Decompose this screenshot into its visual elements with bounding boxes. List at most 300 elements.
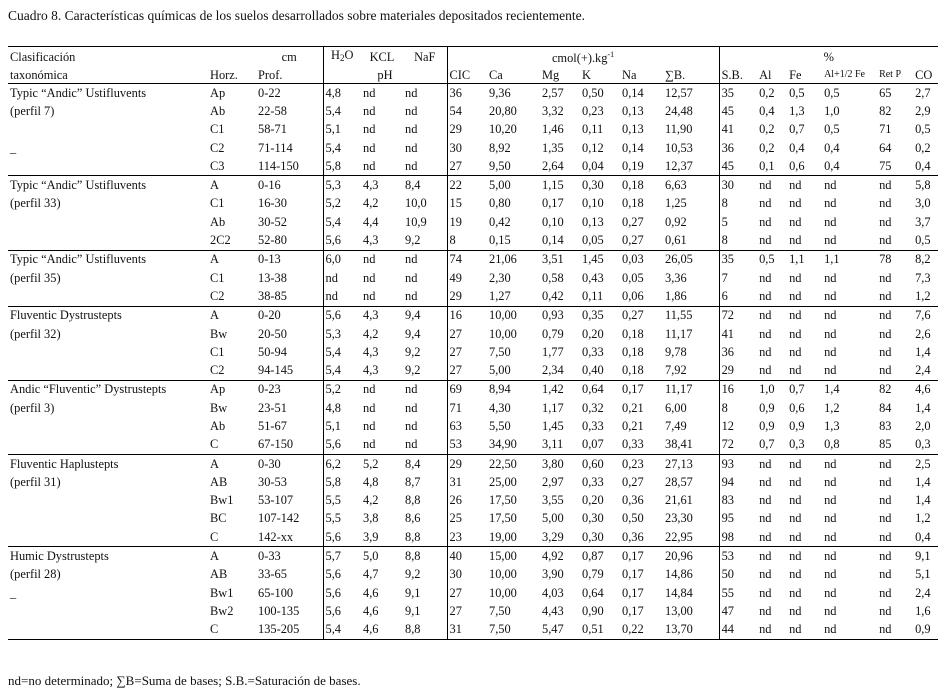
cell-sb: 35 [719,84,757,103]
table-row [8,343,938,361]
cell-k: 0,07 [582,437,604,452]
cell-k: 0,35 [580,306,620,325]
cell-mg: 3,51 [540,250,580,269]
cell-k: 0,10 [582,196,604,211]
header-al-half-fe: Al+1/2 Fe [822,66,877,84]
cell-co: 0,5 [915,233,931,248]
cell-ph-kcl: 4,2 [363,326,379,341]
cell-co: 1,4 [915,344,931,359]
cell-depth: 0-22 [258,85,281,100]
cell-cic: 25 [447,510,487,528]
cell-cic: 27 [447,325,487,343]
table-row [8,325,938,343]
cell-mg: 3,11 [542,437,564,452]
cell-al: 0,9 [759,400,775,415]
cell-co: 4,6 [913,380,938,399]
cell-ph-kcl: nd [363,140,376,155]
table-row [8,380,938,399]
cell-ca: 22,50 [487,454,540,473]
cell-na: 0,05 [622,270,644,285]
cell-depth: 23-51 [258,400,287,415]
cell-ret-p: nd [879,529,892,544]
cell-depth: 107-142 [258,511,300,526]
cell-co: 2,0 [915,418,931,433]
cell-mg: 3,29 [542,529,564,544]
cell-co: 2,6 [915,326,931,341]
cell-cic: 30 [447,139,487,157]
cell-sb: 8 [719,231,757,250]
cell-depth: 71-114 [258,140,293,155]
cell-fe: nd [787,454,822,473]
cell-al-half-fe: nd [822,176,877,195]
cell-co: 9,1 [913,547,938,566]
cell-mg: 3,32 [542,103,564,118]
cell-ph-h2o: 5,5 [323,492,361,510]
cell-cic: 54 [447,102,487,120]
cell-ph-kcl: nd [363,418,376,433]
profile-number: (perfil 31) [10,474,61,489]
cell-al-half-fe: 0,4 [824,158,840,173]
cell-ph-h2o: 5,8 [323,157,361,176]
profile-mark: _ [10,140,17,155]
cell-ph-h2o: 5,4 [323,213,361,231]
cell-ret-p: 85 [879,437,892,452]
cell-al-half-fe: 0,4 [824,140,840,155]
cell-al-half-fe: nd [824,288,837,303]
cell-ca: 7,50 [487,621,540,640]
cell-mg: 0,79 [542,326,564,341]
cell-sum-bases: 27,13 [663,454,719,473]
cell-sb: 45 [719,102,757,120]
cell-al: nd [757,176,787,195]
cell-horizon: C3 [210,158,225,173]
table-row [8,361,938,380]
cell-al: nd [757,547,787,566]
cell-ret-p: nd [879,344,892,359]
cell-cic: 53 [447,436,487,455]
cell-ph-h2o: 5,2 [323,195,361,213]
table-row [8,84,938,103]
cell-na: 0,50 [622,511,644,526]
cell-ca: 10,00 [487,306,540,325]
cell-al: nd [757,621,787,640]
table-row [8,213,938,231]
cell-ph-h2o: 5,8 [323,473,361,491]
cell-al-half-fe: 1,4 [822,380,877,399]
cell-sb: 12 [719,417,757,435]
cell-ret-p: nd [877,306,913,325]
cell-mg: 3,55 [542,493,564,508]
cell-sum-bases: 6,00 [665,400,687,415]
cell-cic: 29 [447,121,487,139]
cell-k: 0,51 [580,621,620,640]
cell-na: 0,19 [622,158,644,173]
cell-ca: 17,50 [489,511,517,526]
cell-ca: 5,00 [489,363,511,378]
cell-cic: 71 [447,399,487,417]
cell-ca: 34,90 [489,437,517,452]
cell-co: 2,9 [915,103,931,118]
cell-ph-naf: 9,2 [405,233,421,248]
cell-sum-bases: 23,30 [665,511,693,526]
profile-name: Typic “Andic” Ustifluvents [8,176,208,195]
cell-na: 0,33 [622,437,644,452]
cell-sb: 94 [719,473,757,491]
cell-ph-naf: nd [405,400,418,415]
cell-ph-h2o: 5,5 [323,510,361,528]
cell-mg: 4,03 [542,585,564,600]
cell-co: 2,5 [913,454,938,473]
cell-depth: 0-13 [256,250,323,269]
cell-fe: 1,3 [789,103,805,118]
cell-co: 2,4 [915,585,931,600]
cell-sum-bases: 7,92 [665,363,687,378]
header-fe: Fe [787,66,822,84]
cell-sum-bases: 6,63 [663,176,719,195]
cell-sb: 83 [719,492,757,510]
cell-sum-bases: 11,90 [665,122,693,137]
cell-k: 0,87 [580,547,620,566]
cell-sb: 35 [719,250,757,269]
cell-ph-kcl: 4,6 [363,603,379,618]
cell-al: 0,2 [759,85,775,100]
cell-horizon: A [208,306,256,325]
cell-mg: 2,97 [542,474,564,489]
cell-sb: 93 [719,454,757,473]
cell-sb: 72 [719,306,757,325]
cell-al: 0,7 [759,437,775,452]
cell-mg: 3,80 [540,454,580,473]
cell-fe: 0,3 [789,437,805,452]
cell-ph-naf: 8,4 [403,454,447,473]
cell-horizon: C1 [210,344,225,359]
cell-ret-p: nd [879,233,892,248]
cell-fe: nd [789,363,802,378]
cell-al-half-fe: 1,3 [824,418,840,433]
cell-ret-p: nd [879,567,892,582]
cell-fe: nd [789,603,802,618]
profile-name: Typic “Andic” Ustifluvents [10,85,147,100]
table-row [8,306,938,325]
cell-k: 0,33 [582,418,604,433]
cell-na: 0,13 [622,103,644,118]
cell-sum-bases: 28,57 [665,474,693,489]
cell-ph-naf: 9,1 [405,603,421,618]
cell-sum-bases: 24,48 [665,103,693,118]
cell-fe: nd [789,585,802,600]
cell-al: nd [759,529,772,544]
cell-sb: 36 [719,343,757,361]
cell-sb: 8 [719,195,757,213]
header-ph: pH [323,66,447,84]
profile-number: (perfil 28) [10,567,61,582]
cell-mg: 1,15 [540,176,580,195]
cell-sum-bases: 21,61 [665,493,693,508]
cell-k: 0,11 [582,288,604,303]
profile-blank [8,528,208,547]
cell-ph-naf: 8,6 [405,511,421,526]
cell-ph-kcl: 4,3 [361,176,403,195]
cell-ph-kcl: 4,8 [363,474,379,489]
cell-ret-p: nd [879,603,892,618]
cell-sum-bases: 9,78 [665,344,687,359]
header-ca: Ca [487,66,540,84]
cell-na: 0,18 [622,344,644,359]
cell-ph-naf: 8,4 [403,176,447,195]
cell-ph-kcl: 4,2 [363,493,379,508]
cell-depth: 0-23 [256,380,323,399]
cell-na: 0,17 [622,585,644,600]
cell-cic: 8 [447,231,487,250]
cell-depth: 0-33 [256,547,323,566]
cell-ph-h2o: nd [323,269,361,287]
table-row [8,269,938,287]
cell-fe: nd [789,474,802,489]
cell-al: nd [759,233,772,248]
profile-blank [8,436,208,455]
cell-al-half-fe: nd [824,511,837,526]
cell-na: 0,21 [622,418,644,433]
cell-ph-kcl: 3,9 [363,529,379,544]
cell-sb: 29 [719,361,757,380]
cell-na: 0,22 [620,621,663,640]
cell-cic: 19 [447,213,487,231]
cell-na: 0,13 [622,122,644,137]
cell-ret-p: 82 [877,380,913,399]
profile-blank [8,621,208,640]
cell-ret-p: nd [877,454,913,473]
cell-depth: 65-100 [258,585,294,600]
cell-ca: 17,50 [489,493,517,508]
cell-al-half-fe: 1,0 [824,103,840,118]
table-row [8,231,938,250]
cell-al-half-fe: nd [824,326,837,341]
profile-blank [8,231,208,250]
cell-depth: 58-71 [258,122,287,137]
cell-k: 0,20 [582,493,604,508]
cell-sb: 30 [719,176,757,195]
cell-ph-naf: 9,4 [405,326,421,341]
cell-ph-naf: 8,8 [405,493,421,508]
cell-co: 7,6 [913,306,938,325]
cell-co: 0,4 [915,158,931,173]
cell-ret-p: nd [879,288,892,303]
cell-depth: 38-85 [258,288,287,303]
header-cm: cm [256,47,323,67]
cell-co: 0,4 [915,529,931,544]
cell-sum-bases: 38,41 [665,437,693,452]
cell-depth: 100-135 [258,603,300,618]
cell-ca: 4,30 [489,400,511,415]
cell-ph-kcl: 4,7 [363,567,379,582]
cell-sb: 47 [719,602,757,620]
cell-cic: 26 [447,492,487,510]
cell-k: 0,64 [580,380,620,399]
cell-horizon: A [208,547,256,566]
cell-ph-h2o: 5,4 [323,621,361,640]
cell-na: 0,17 [620,547,663,566]
cell-sum-bases: 14,86 [665,567,693,582]
header-al: Al [757,66,787,84]
header-co: CO [913,66,938,84]
cell-al-half-fe: nd [824,603,837,618]
profile-blank [8,361,208,380]
cell-ca: 21,06 [487,250,540,269]
cell-co: 0,5 [915,122,931,137]
cell-ph-h2o: 5,6 [323,584,361,602]
cell-ca: 25,00 [489,474,517,489]
cell-ph-h2o: 5,6 [323,306,361,325]
cell-cic: 69 [447,380,487,399]
cell-ca: 10,20 [489,122,517,137]
cell-co: 7,3 [915,270,931,285]
cell-horizon: C2 [210,288,225,303]
cell-ca: 19,00 [489,529,517,544]
cell-sum-bases: 10,53 [665,140,693,155]
cell-co: 5,8 [913,176,938,195]
cell-mg: 4,92 [540,547,580,566]
cell-al-half-fe: nd [824,363,837,378]
cell-horizon: Ab [210,214,226,229]
cell-al: nd [759,326,772,341]
cell-al: 0,5 [757,250,787,269]
cell-horizon: AB [210,567,228,582]
header-k: K [580,66,620,84]
cell-al-half-fe: nd [822,547,877,566]
cell-sb: 50 [719,566,757,584]
cell-na: 0,17 [620,380,663,399]
cell-sb: 41 [719,121,757,139]
cell-horizon: C [210,529,219,544]
cell-ph-kcl: 4,3 [363,363,379,378]
cell-al-half-fe: nd [824,474,837,489]
cell-k: 0,79 [582,567,604,582]
cell-horizon: Bw [210,326,228,341]
cell-depth: 0-30 [256,454,323,473]
cell-na: 0,27 [622,214,644,229]
table-row [8,473,938,491]
profile-blank [8,343,208,361]
cell-cic: 31 [447,621,487,640]
cell-ret-p: nd [879,214,892,229]
cell-co: 1,6 [915,603,931,618]
cell-ph-naf: nd [405,418,418,433]
cell-ca: 15,00 [487,547,540,566]
cell-al: 1,0 [757,380,787,399]
cell-ret-p: 84 [879,400,892,415]
cell-al: nd [759,603,772,618]
cell-cic: 22 [447,176,487,195]
cell-fe: 0,7 [789,122,805,137]
cell-fe: nd [789,511,802,526]
cell-ph-naf: 8,7 [405,474,421,489]
cell-fe: nd [787,621,822,640]
cell-depth: 0-16 [256,176,323,195]
profile-blank [8,157,208,176]
cell-na: 0,06 [622,288,644,303]
cell-ph-h2o: 4,8 [323,84,361,103]
profile-number: (perfil 35) [10,270,61,285]
cell-ph-naf: nd [403,380,447,399]
cell-al: nd [759,196,772,211]
profile-mark: _ [10,585,17,600]
cell-na: 0,17 [622,603,644,618]
cell-al-half-fe: nd [824,270,837,285]
header-row-2 [8,66,938,84]
cell-mg: 5,00 [542,511,564,526]
cell-sum-bases: 1,86 [665,288,687,303]
cell-sum-bases: 13,00 [665,603,693,618]
cell-fe: nd [789,270,802,285]
cell-al: nd [759,344,772,359]
table-row [8,121,938,139]
table-row [8,195,938,213]
cell-k: 0,20 [582,326,604,341]
cell-ph-naf: 8,8 [403,621,447,640]
cell-sb: 53 [719,547,757,566]
cell-fe: nd [787,547,822,566]
cell-horizon: A [208,454,256,473]
cell-fe: 0,6 [789,400,805,415]
cell-depth: 52-80 [258,233,287,248]
cell-horizon: C2 [210,363,225,378]
cell-ret-p: nd [877,621,913,640]
cell-al: nd [757,454,787,473]
cell-ph-kcl: 4,3 [363,344,379,359]
cell-mg: 1,42 [540,380,580,399]
table-row [8,454,938,473]
cell-al-half-fe: nd [824,493,837,508]
cell-fe: nd [787,306,822,325]
cell-ret-p: 82 [879,103,892,118]
cell-horizon: C1 [210,270,225,285]
cell-al-half-fe: 1,2 [824,400,840,415]
cell-ph-naf: nd [405,85,418,100]
cell-depth: 94-145 [258,363,294,378]
cell-al-half-fe: nd [824,567,837,582]
cell-sum-bases: 11,55 [663,306,719,325]
cell-ca: 10,00 [489,326,517,341]
cell-co: 2,7 [915,85,931,100]
header-naf: NaF [403,47,447,67]
header-na: Na [620,66,663,84]
cell-k: 0,60 [580,454,620,473]
cell-k: 1,45 [580,250,620,269]
cell-sb: 45 [719,157,757,176]
cell-fe: 0,6 [789,158,805,173]
cell-fe: nd [789,529,802,544]
cell-fe: nd [789,326,802,341]
cell-mg: 1,35 [542,140,564,155]
cell-sum-bases: 3,36 [665,270,687,285]
cell-depth: 22-58 [258,103,287,118]
cell-ca: 1,27 [489,288,511,303]
header-mg: Mg [540,66,580,84]
cell-ret-p: nd [879,585,892,600]
cell-horizon: C1 [210,196,225,211]
cell-na: 0,21 [622,400,644,415]
cell-ret-p: nd [877,547,913,566]
cell-al: nd [757,306,787,325]
cell-na: 0,27 [622,474,644,489]
cell-ca: 20,80 [489,103,517,118]
cell-cic: 36 [447,84,487,103]
cell-fe: nd [789,288,802,303]
cell-ca: 10,00 [489,585,517,600]
cell-k: 0,64 [582,585,604,600]
cell-al: 0,2 [759,122,775,137]
cell-ret-p: nd [879,493,892,508]
